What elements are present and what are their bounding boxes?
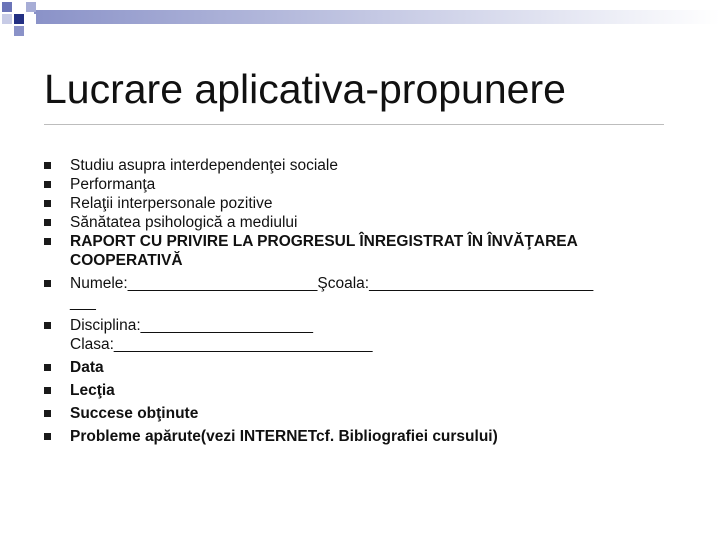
list-item <box>44 232 684 270</box>
form-field-line: Clasa:______________________________ <box>70 336 373 353</box>
form-field-line: Disciplina:____________________ <box>70 317 314 334</box>
square-bullet-icon <box>44 181 51 188</box>
square-bullet-icon <box>44 387 51 394</box>
list-item <box>44 213 684 232</box>
square-bullet-icon <box>44 238 51 245</box>
square-bullet-icon <box>44 162 51 169</box>
list-item <box>44 427 684 446</box>
item-text: RAPORT CU PRIVIRE LA PROGRESUL ÎNREGISTRAT ÎN ÎNVĂŢAREA <box>70 233 578 250</box>
item-text: Studiu asupra interdependenţei sociale <box>70 157 338 174</box>
square-bullet-icon <box>44 200 51 207</box>
item-text: Relaţii interpersonale pozitive <box>70 195 273 212</box>
list-item <box>44 194 684 213</box>
list-item <box>44 358 684 377</box>
item-text: Data <box>70 359 104 376</box>
square-bullet-icon <box>44 433 51 440</box>
list-item <box>44 316 684 354</box>
item-text: Succese obţinute <box>70 405 199 422</box>
item-text: Probleme apărute(vezi INTERNETcf. Bibliografiei cursului) <box>70 428 498 445</box>
form-field-line: Numele:______________________Şcoala:__________________________ <box>70 275 594 292</box>
square-bullet-icon <box>44 322 51 329</box>
header-decoration <box>0 0 720 40</box>
slide-title: Lucrare aplicativa-propunere <box>44 66 566 112</box>
square-bullet-icon <box>44 280 51 287</box>
list-item <box>44 381 684 400</box>
item-text: Lecţia <box>70 382 115 399</box>
item-text: Performanţa <box>70 176 156 193</box>
list-item <box>44 274 684 312</box>
title-divider <box>44 124 664 125</box>
list-item <box>44 156 684 175</box>
square-bullet-icon <box>44 364 51 371</box>
square-bullet-icon <box>44 410 51 417</box>
list-item <box>44 175 684 194</box>
item-text: Sănătatea psihologică a mediului <box>70 214 298 231</box>
square-bullet-icon <box>44 219 51 226</box>
bullet-list <box>44 156 684 446</box>
item-text-continuation: COOPERATIVĂ <box>70 252 183 269</box>
form-field-continuation: ___ <box>70 294 96 311</box>
list-item <box>44 404 684 423</box>
